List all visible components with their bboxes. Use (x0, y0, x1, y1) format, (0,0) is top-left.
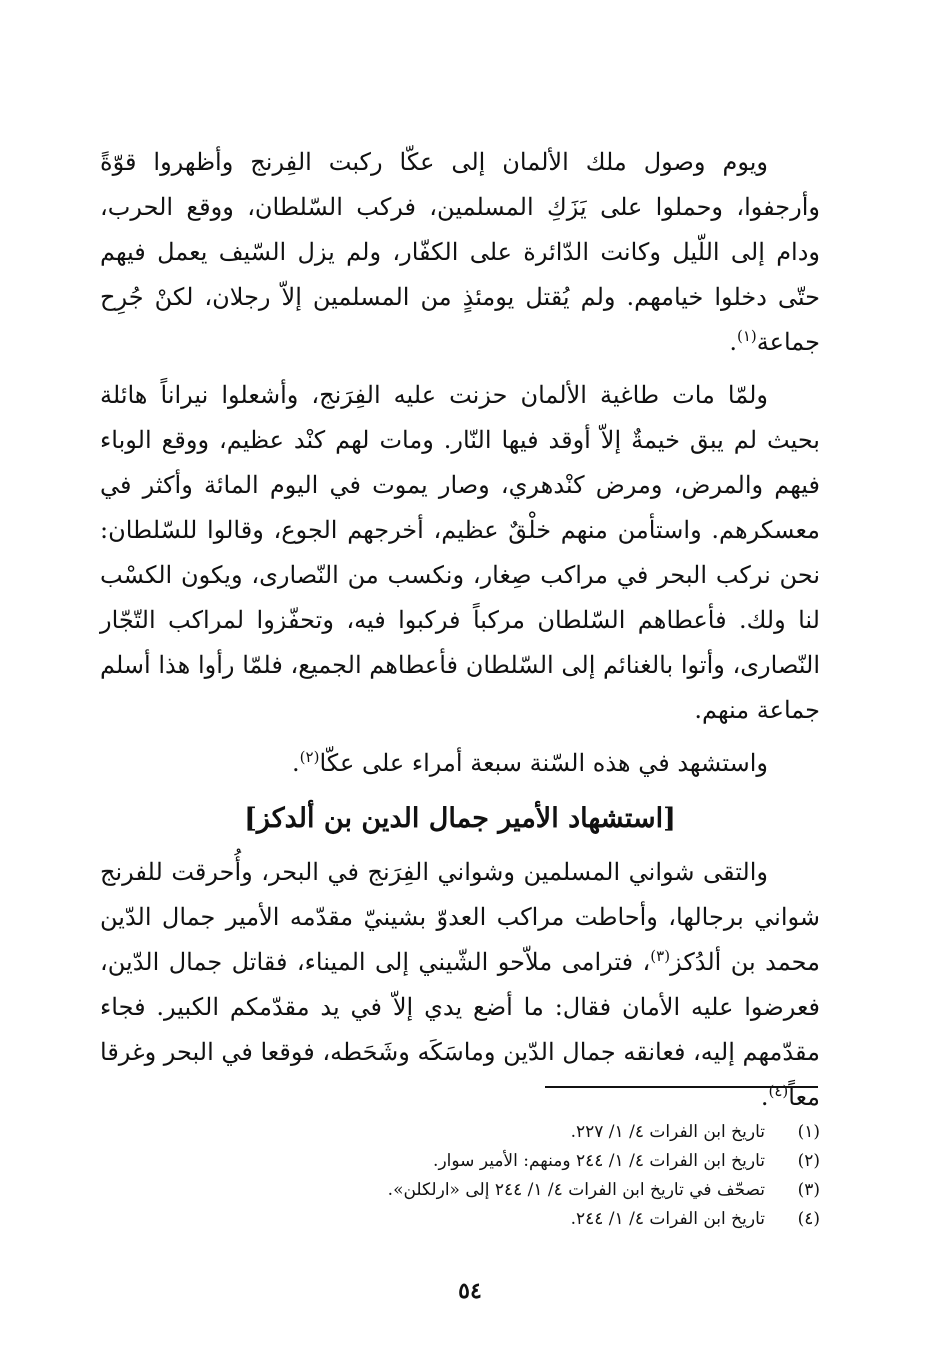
footnote-number: (١) (797, 1122, 820, 1142)
footnote-ref-4: (٤) (768, 1082, 789, 1100)
footnote-ref-1: (١) (737, 327, 757, 345)
paragraph-2 (100, 373, 820, 733)
footnote-number: (٢) (797, 1151, 820, 1171)
page-number: ٥٤ (458, 1278, 482, 1304)
footnote-text: تصحّف في تاريخ ابن الفرات ٤/ ١/ ٢٤٤ إلى «ارلكلن». (387, 1180, 765, 1200)
footnotes (170, 1118, 820, 1234)
paragraph-3-text: واستشهد في هذه السّنة سبعة أمراء على عكّا (319, 749, 768, 777)
paragraph-4: والتقى شواني المسلمين وشواني الفِرَنج في البحر، وأُحرقت للفرنج شواني برجالها، وأحاطت مراكب العدوّ بشينيّ مقدّمه الأمير جمال الدّين محمد بن ألدُكز$^{(٣)}$، فترامى ملاّحو الشّيني إلى الميناء، فقاتل جمال الدّين، فعرضوا عليه الأمان فقال: ما أضع يدي إلاّ في يد مقدّمكم الكبير. فجاء مقدّمهم إليه، فعانقه جمال الدّين وماسَكَه وشَحَطه، فوقعا في البحر وغرقا معاً$^{(٤)}$. (100, 858, 820, 1111)
footnote-item (170, 1176, 820, 1205)
section-heading: [استشهاد الأمير جمال الدين بن ألدكز] (244, 803, 676, 834)
footnote-item (170, 1118, 820, 1147)
footnote-text: تاريخ ابن الفرات ٤/ ١/ ٢٤٤. (570, 1209, 765, 1229)
main-text (100, 140, 820, 1128)
footnote-text: تاريخ ابن الفرات ٤/ ١/ ٢٢٧. (570, 1122, 765, 1142)
footnote-text: تاريخ ابن الفرات ٤/ ١/ ٢٤٤ ومنهم: الأمير سوار. (433, 1151, 765, 1171)
footnote-number: (٤) (797, 1209, 820, 1229)
footnote-divider (545, 1086, 818, 1088)
footnote-item (170, 1147, 820, 1176)
paragraph-3: واستشهد في هذه السّنة سبعة أمراء على عكّا$^{(٢)}$. (292, 748, 768, 777)
paragraph-1-text: ويوم وصول ملك الألمان إلى عكّا ركبت الفِرنج وأظهروا قوّةً وأرجفوا، وحملوا على يَزَكِ المسلمين، فركب السّلطان، ووقع الحرب، ودام إلى اللّيل وكانت الدّائرة على الكفّار، ولم يزل السّيف يعمل فيهم حتّى دخلوا خيامهم. ولم يُقتل يومئذٍ من المسلمين إلاّ رجلان، لكنْ جُرِح جماعة (100, 148, 820, 356)
footnote-ref-3: (٣) (650, 947, 671, 965)
paragraph-2-text: ولمّا مات طاغية الألمان حزنت عليه الفِرَنج، وأشعلوا نيراناً هائلة بحيث لم يبق خيمةٌ إلاّ أوقد فيها النّار. ومات لهم كنْد عظيم، ووقع الوباء فيهم والمرض، ومرض كنْدهري، وصار يموت في اليوم المائة وأكثر في معسكرهم. واستأمن منهم خلْقٌ عظيم، أخرجهم الجوع، وقالوا للسّلطان: نحن نركب البحر في مراكب صِغار، ونكسب من النّصارى، ويكون الكسْب لنا ولك. فأعطاهم السّلطان مركباً فركبوا فيه، وتحفّزوا لمراكب التّجّار النّصارى، وأتوا بالغنائم إلى السّلطان فأعطاهم الجميع، فلمّا رأوا هذا أسلم جماعة منهم. (100, 381, 820, 724)
footnote-number: (٣) (797, 1180, 820, 1200)
paragraph-4-text-b: ، فترامى ملاّحو الشّيني إلى الميناء، فقاتل جمال الدّين، فعرضوا عليه الأمان فقال: ما أضع يدي إلاّ في يد مقدّمكم الكبير. فجاء مقدّمهم إليه، فعانقه جمال الدّين وماسَكَه وشَحَطه، فوقعا في البحر وغرقا معاً (100, 948, 820, 1111)
paragraph-4-text-a: والتقى شواني المسلمين وشواني الفِرَنج في البحر، وأُحرقت للفرنج شواني برجالها، وأحاطت مراكب العدوّ بشينيّ مقدّمه الأمير جمال الدّين محمد بن ألدُكز (100, 858, 820, 976)
footnote-ref-2: (٢) (299, 748, 320, 766)
paragraph-1: ويوم وصول ملك الألمان إلى عكّا ركبت الفِرنج وأظهروا قوّةً وأرجفوا، وحملوا على يَزَكِ المسلمين، فركب السّلطان، ووقع الحرب، ودام إلى اللّيل وكانت الدّائرة على الكفّار، ولم يزل السّيف يعمل فيهم حتّى دخلوا خيامهم. ولم يُقتل يومئذٍ من المسلمين إلاّ رجلان، لكنْ جُرِح جماعة$^{(١)}$. (100, 148, 820, 356)
footnote-item (170, 1205, 820, 1234)
